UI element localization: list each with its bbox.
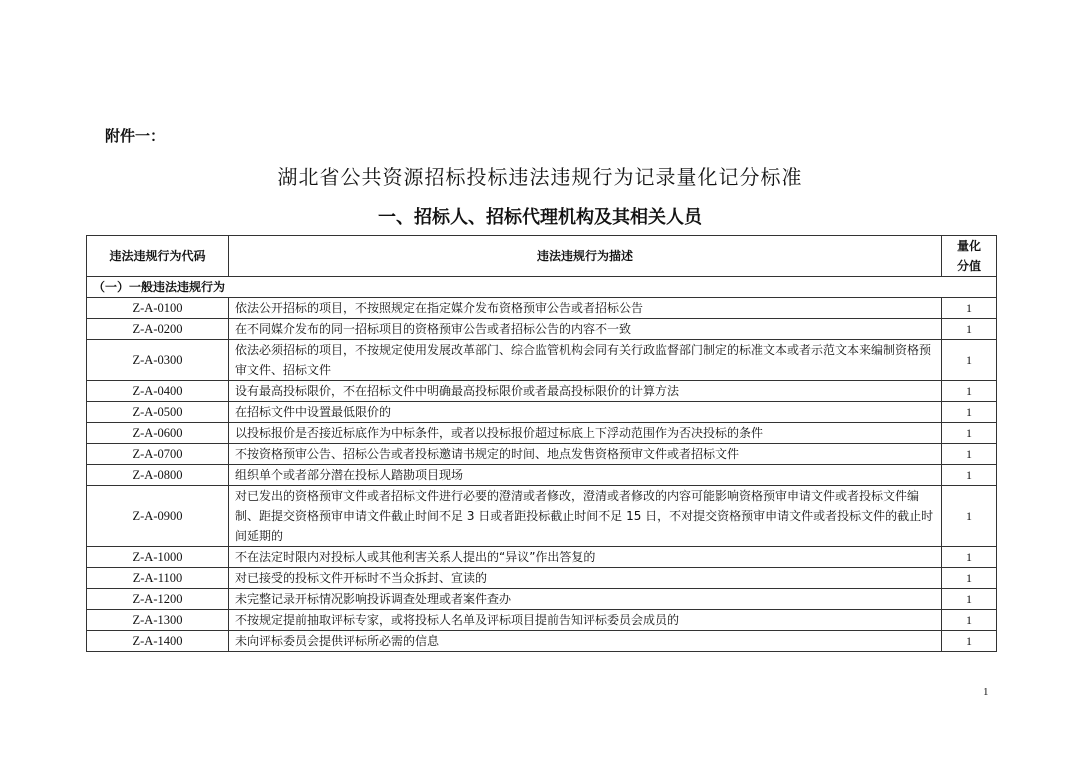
violation-code: Z-A-0200 — [87, 319, 229, 340]
table-row — [87, 465, 997, 486]
violation-description: 依法公开招标的项目，不按照规定在指定媒介发布资格预审公告或者招标公告 — [229, 298, 942, 319]
section-heading: 一、招标人、招标代理机构及其相关人员 — [378, 207, 702, 228]
table-header-row — [87, 236, 997, 277]
violation-code: Z-A-0500 — [87, 402, 229, 423]
table-row — [87, 423, 997, 444]
violation-description: 在不同媒介发布的同一招标项目的资格预审公告或者招标公告的内容不一致 — [229, 319, 942, 340]
table-row — [87, 381, 997, 402]
attachment-label: 附件一： — [105, 127, 166, 145]
violation-code: Z-A-0900 — [87, 486, 229, 547]
violation-code: Z-A-0100 — [87, 298, 229, 319]
table-row — [87, 568, 997, 589]
score-value: 1 — [942, 547, 997, 568]
score-value: 1 — [942, 402, 997, 423]
section-row — [87, 277, 997, 298]
score-value: 1 — [942, 381, 997, 402]
score-value: 1 — [942, 589, 997, 610]
violation-description: 以投标报价是否接近标底作为中标条件，或者以投标报价超过标底上下浮动范围作为否决投标的条件 — [229, 423, 942, 444]
violation-table — [86, 235, 997, 652]
table-row — [87, 402, 997, 423]
violation-code: Z-A-1400 — [87, 631, 229, 652]
violation-description: 在招标文件中设置最低限价的 — [229, 402, 942, 423]
violation-description: 未向评标委员会提供评标所必需的信息 — [229, 631, 942, 652]
violation-description: 不按资格预审公告、招标公告或者投标邀请书规定的时间、地点发售资格预审文件或者招标文件 — [229, 444, 942, 465]
score-value: 1 — [942, 319, 997, 340]
violation-description: 不在法定时限内对投标人或其他利害关系人提出的“异议”作出答复的 — [229, 547, 942, 568]
score-value: 1 — [942, 610, 997, 631]
violation-description: 对已发出的资格预审文件或者招标文件进行必要的澄清或者修改，澄清或者修改的内容可能影响资格预审申请文件或者投标文件编制、距提交资格预审申请文件截止时间不足 3 日或者距投标截止时间不足 15 日，不对提交资格预审申请文件或者投标文件的截止时间延期的 — [229, 486, 942, 547]
violation-description: 依法必须招标的项目，不按规定使用发展改革部门、综合监管机构会同有关行政监督部门制定的标准文本或者示范文本来编制资格预审文件、招标文件 — [229, 340, 942, 381]
violation-code: Z-A-1000 — [87, 547, 229, 568]
violation-code: Z-A-1300 — [87, 610, 229, 631]
violation-code: Z-A-0300 — [87, 340, 229, 381]
table-row — [87, 486, 997, 547]
score-value: 1 — [942, 298, 997, 319]
violation-description: 不按规定提前抽取评标专家，或将投标人名单及评标项目提前告知评标委员会成员的 — [229, 610, 942, 631]
table-row — [87, 589, 997, 610]
violation-code: Z-A-0600 — [87, 423, 229, 444]
violation-code: Z-A-1200 — [87, 589, 229, 610]
table-row — [87, 319, 997, 340]
violation-code: Z-A-1100 — [87, 568, 229, 589]
header-score — [942, 236, 997, 277]
violation-description: 未完整记录开标情况影响投诉调查处理或者案件查办 — [229, 589, 942, 610]
violation-code: Z-A-0700 — [87, 444, 229, 465]
table-row — [87, 547, 997, 568]
page-number: 1 — [983, 686, 989, 698]
header-score-line2: 分值 — [956, 259, 981, 273]
table-row — [87, 298, 997, 319]
score-value: 1 — [942, 465, 997, 486]
violation-code: Z-A-0800 — [87, 465, 229, 486]
section-title: （一）一般违法违规行为 — [87, 277, 997, 298]
violation-description: 对已接受的投标文件开标时不当众拆封、宣读的 — [229, 568, 942, 589]
score-value: 1 — [942, 444, 997, 465]
table-row — [87, 631, 997, 652]
table-row — [87, 444, 997, 465]
header-score-line1: 量化 — [956, 239, 981, 253]
score-value: 1 — [942, 423, 997, 444]
score-value: 1 — [942, 568, 997, 589]
score-value: 1 — [942, 486, 997, 547]
table-row — [87, 610, 997, 631]
document-title: 湖北省公共资源招标投标违法违规行为记录量化记分标准 — [277, 165, 803, 189]
table-row — [87, 340, 997, 381]
violation-description: 组织单个或者部分潜在投标人踏勘项目现场 — [229, 465, 942, 486]
header-code: 违法违规行为代码 — [87, 236, 229, 277]
violation-code: Z-A-0400 — [87, 381, 229, 402]
header-description: 违法违规行为描述 — [229, 236, 942, 277]
score-value: 1 — [942, 631, 997, 652]
score-value: 1 — [942, 340, 997, 381]
violation-description: 设有最高投标限价，不在招标文件中明确最高投标限价或者最高投标限价的计算方法 — [229, 381, 942, 402]
